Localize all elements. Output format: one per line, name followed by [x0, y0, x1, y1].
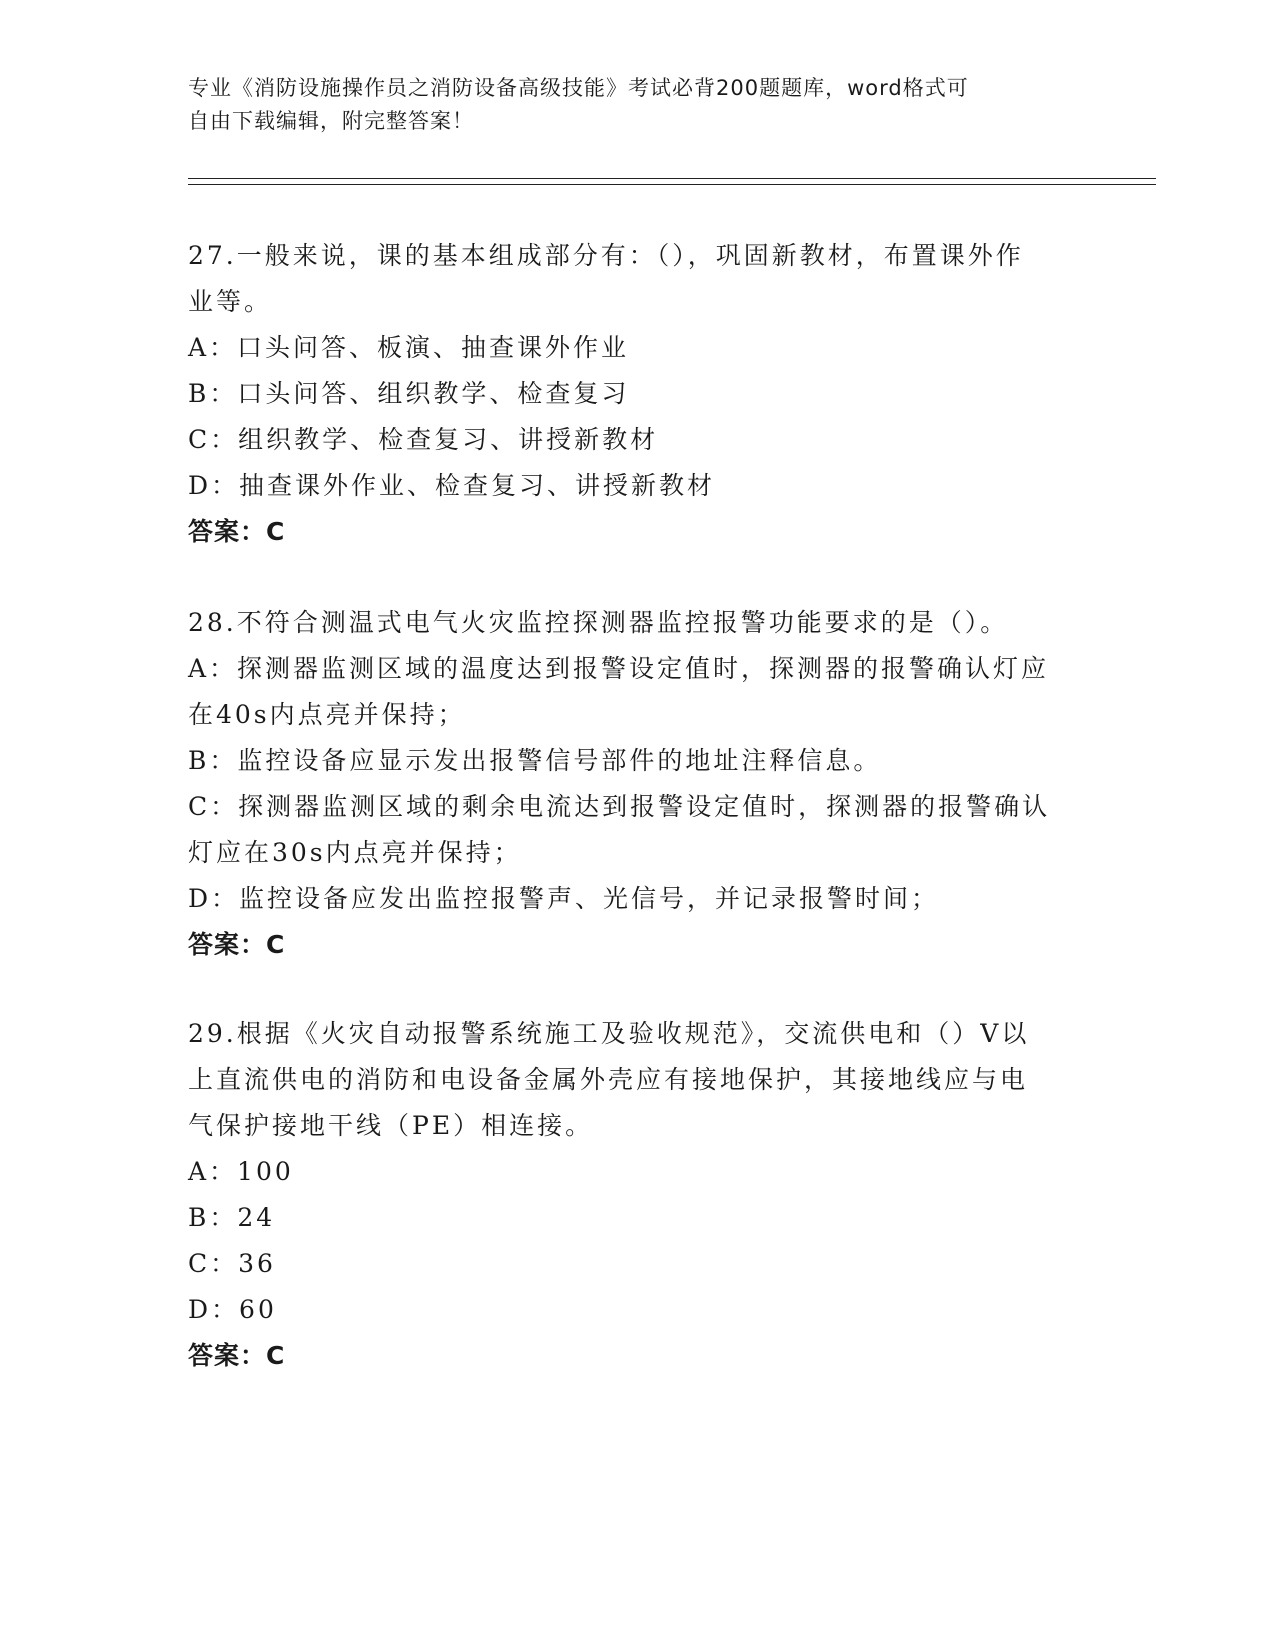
- question-stem-line: 29.根据《火灾自动报警系统施工及验收规范》，交流供电和（）V以: [188, 1019, 1030, 1048]
- answer-label: 答案：C: [188, 1341, 286, 1370]
- option-d: D：抽查课外作业、检查复习、讲授新教材: [188, 471, 716, 500]
- option-a-continued: 在40s内点亮并保持；: [188, 700, 466, 729]
- document-header: [188, 72, 1088, 138]
- answer-label: 答案：C: [188, 930, 286, 959]
- header-divider-bottom: [188, 184, 1156, 185]
- question-stem-line: 业等。: [188, 287, 273, 316]
- question-27: [188, 233, 1088, 555]
- answer-label: 答案：C: [188, 517, 286, 546]
- option-c: C：探测器监测区域的剩余电流达到报警设定值时，探测器的报警确认: [188, 792, 1051, 821]
- option-c-continued: 灯应在30s内点亮并保持；: [188, 838, 522, 867]
- question-stem-line: 上直流供电的消防和电设备金属外壳应有接地保护，其接地线应与电: [188, 1065, 1029, 1094]
- question-stem-line: 27.一般来说，课的基本组成部分有：（），巩固新教材，布置课外作: [188, 241, 1024, 270]
- option-c: C：组织教学、检查复习、讲授新教材: [188, 425, 659, 454]
- option-a: A：口头问答、板演、抽查课外作业: [188, 333, 630, 362]
- question-stem-line: 28.不符合测温式电气火灾监控探测器监控报警功能要求的是（）。: [188, 608, 1009, 637]
- option-b: B：口头问答、组织教学、检查复习: [188, 379, 630, 408]
- option-a: A：100: [188, 1157, 294, 1186]
- option-b: B：监控设备应显示发出报警信号部件的地址注释信息。: [188, 746, 882, 775]
- option-b: B：24: [188, 1203, 276, 1232]
- option-d: D：监控设备应发出监控报警声、光信号，并记录报警时间；: [188, 884, 940, 913]
- header-line-1: 专业《消防设施操作员之消防设备高级技能》考试必背200题题库，word格式可: [188, 76, 969, 100]
- option-a: A：探测器监测区域的温度达到报警设定值时，探测器的报警确认灯应: [188, 654, 1050, 683]
- question-stem-line: 气保护接地干线（PE）相连接。: [188, 1111, 594, 1140]
- question-29: [188, 1011, 1088, 1379]
- header-line-2: 自由下载编辑，附完整答案！: [188, 109, 474, 133]
- question-28: [188, 600, 1088, 968]
- header-divider-top: [188, 178, 1156, 179]
- option-c: C：36: [188, 1249, 276, 1278]
- option-d: D：60: [188, 1295, 277, 1324]
